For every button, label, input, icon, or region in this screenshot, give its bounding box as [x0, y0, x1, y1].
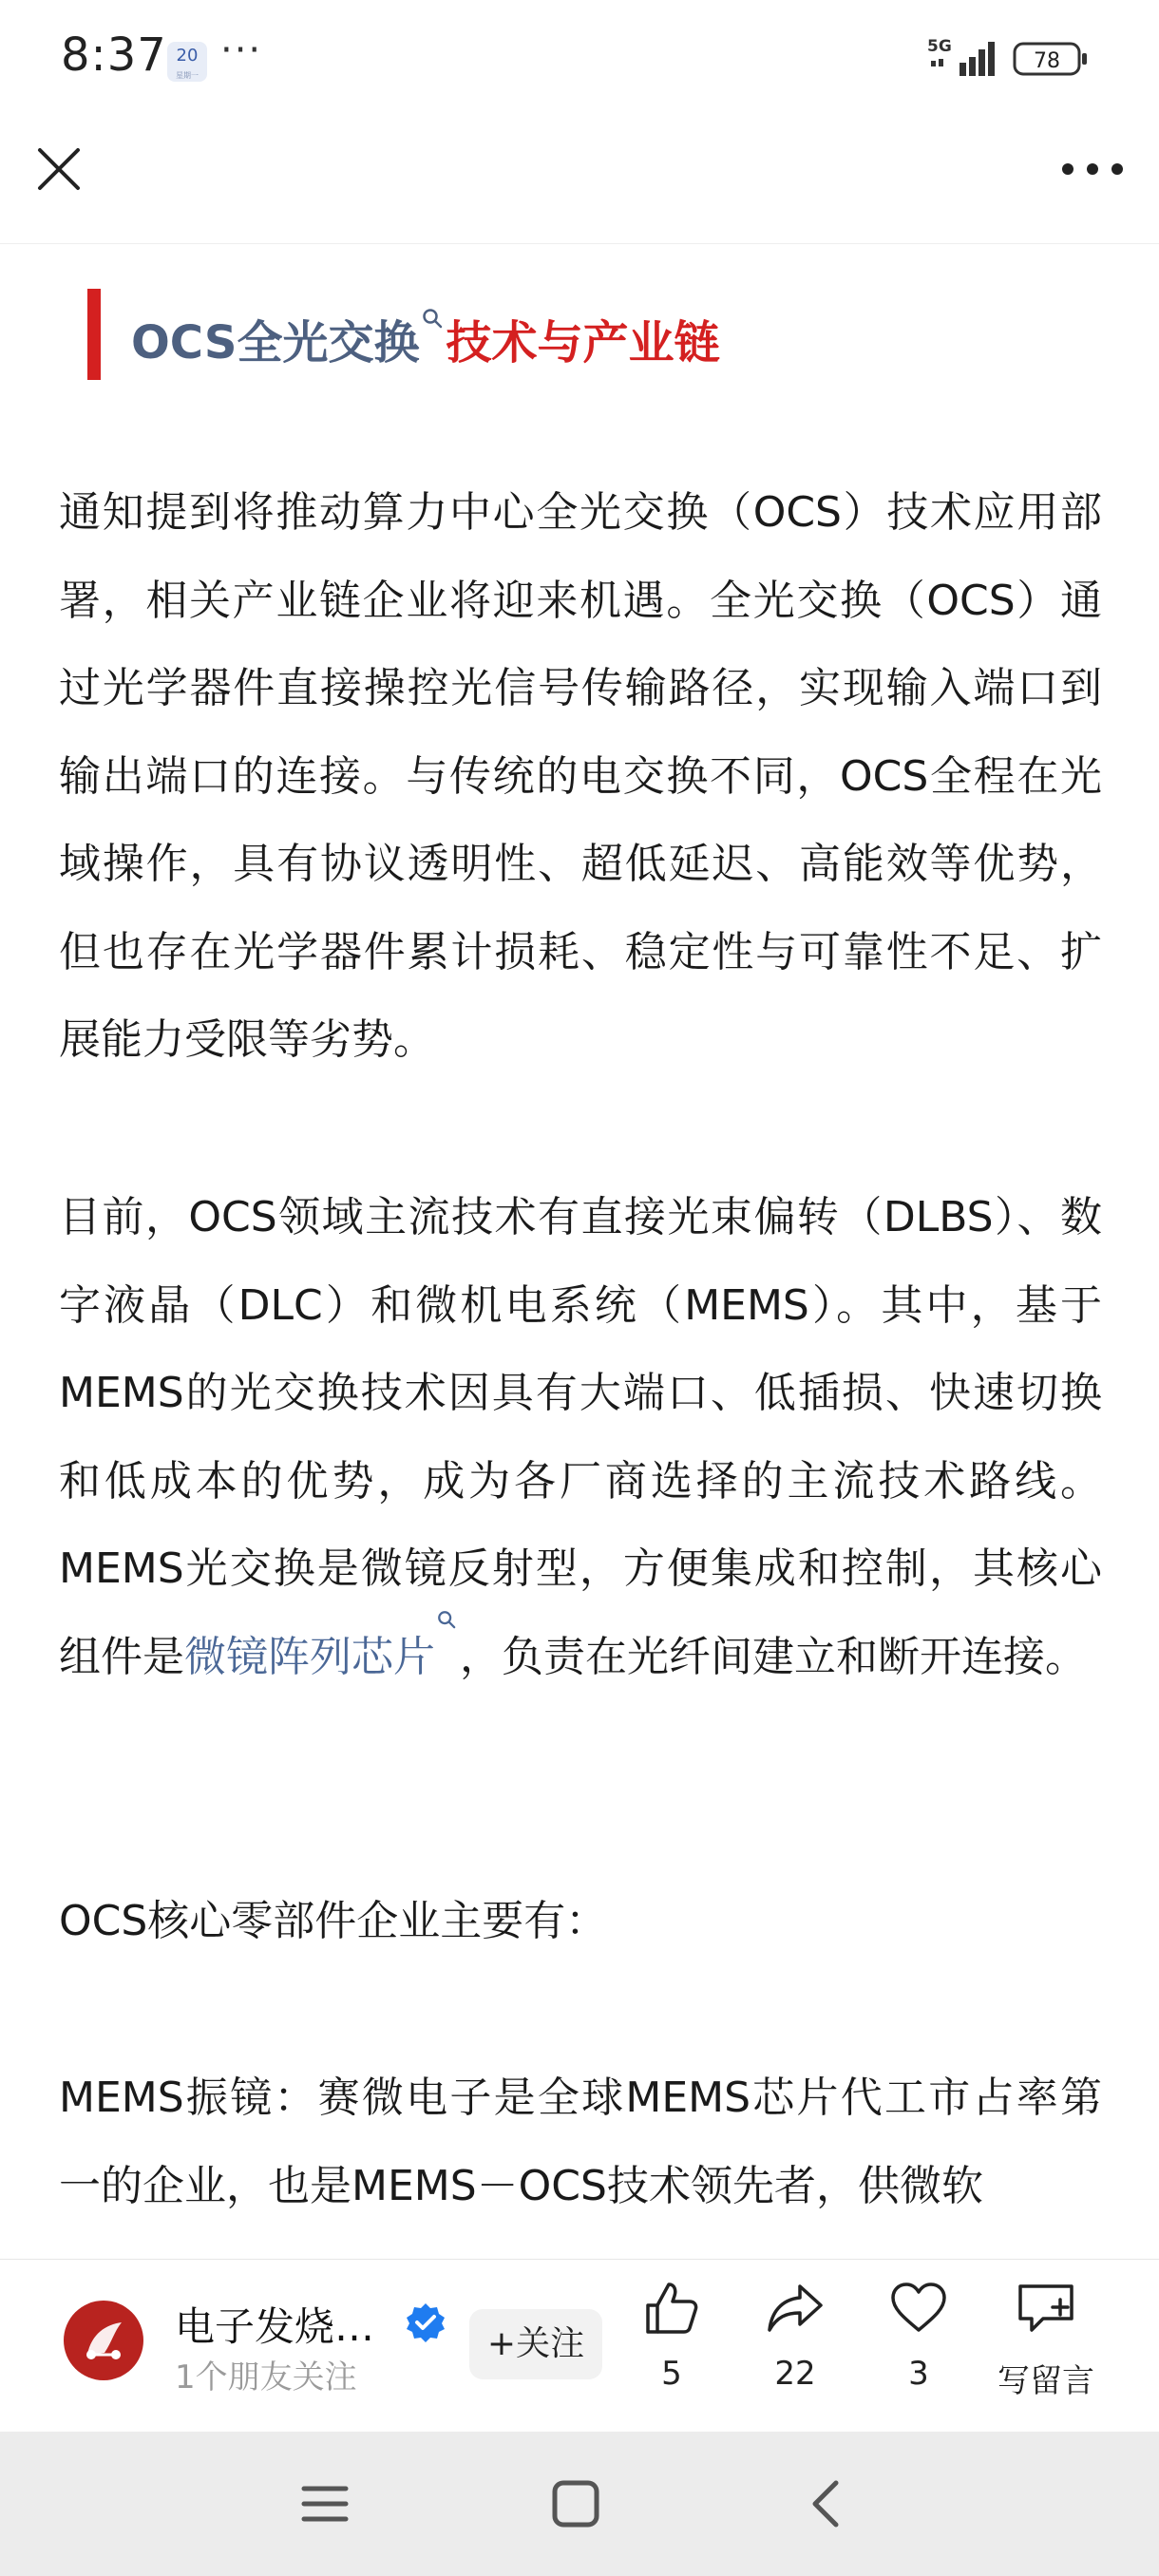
home-icon[interactable]	[547, 2475, 604, 2532]
bottom-action-bar	[0, 2259, 1159, 2433]
article-paragraph-1: 通知提到将推动算力中心全光交换（OCS）技术应用部署，相关产业链企业将迎来机遇。全光交换（OCS）通过光学器件直接操控光信号传输路径，实现输入端口到输出端口的连接。与传统的电交换不同，OCS全程在光域操作，具有协议透明性、超低延迟、高能效等优势，但也存在光学器件累计损耗、稳定性与可靠性不足、扩展能力受限等劣势。	[59, 488, 1102, 1064]
system-nav-bar	[0, 2432, 1159, 2576]
close-icon[interactable]	[32, 142, 86, 196]
battery-level: 78	[1034, 49, 1060, 73]
paragraph-2-text-end: ，负责在光纤间建立和断开连接。	[460, 1632, 1087, 1681]
heading-title	[131, 306, 720, 371]
back-icon[interactable]	[800, 2475, 857, 2532]
share-button[interactable]	[743, 2279, 847, 2393]
notification-more-icon: ···	[220, 28, 263, 72]
friends-following-text: 1个朋友关注	[175, 2358, 357, 2396]
follow-button[interactable]: +关注	[469, 2309, 602, 2379]
heading-accent-bar	[87, 289, 101, 380]
heading-keyword-link[interactable]: OCS全光交换	[131, 316, 420, 369]
menu-icon[interactable]	[296, 2475, 353, 2532]
calendar-day: 20	[176, 46, 199, 66]
status-bar	[0, 0, 1159, 114]
comment-label: 写留言	[998, 2362, 1094, 2400]
favorite-button[interactable]	[866, 2279, 971, 2393]
signal-5g-icon	[927, 36, 999, 80]
calendar-icon	[167, 42, 207, 82]
like-count: 5	[661, 2355, 682, 2393]
comment-plus-icon	[1015, 2279, 1077, 2338]
comment-button[interactable]	[984, 2279, 1108, 2401]
like-button[interactable]	[619, 2279, 724, 2393]
verified-badge-icon	[405, 2301, 446, 2343]
account-name[interactable]: 电子发烧…	[175, 2303, 375, 2350]
paragraph-2-text: 目前，OCS领域主流技术有直接光束偏转（DLBS）、数字液晶（DLC）和微机电系统（MEMS）。其中，基于MEMS的光交换技术因具有大端口、低插损、快速切换和低成本的优势，成为各厂商选择的主流技术路线。MEMS光交换是微镜反射型，方便集成和控制，其核心组件是	[59, 1193, 1102, 1681]
heading-text-rest: 技术与产业链	[446, 316, 720, 369]
article-paragraph-2	[59, 1174, 1102, 1701]
heart-icon	[889, 2279, 948, 2338]
battery-icon	[1013, 42, 1089, 76]
search-icon[interactable]	[422, 308, 443, 329]
calendar-weekday: 星期一	[176, 71, 199, 80]
network-type-label: 5G	[927, 37, 952, 56]
article-paragraph-3: OCS核心零部件企业主要有：	[59, 1897, 608, 1945]
thumbs-up-icon	[642, 2279, 701, 2338]
keyword-link-micromirror[interactable]: 微镜阵列芯片	[184, 1632, 435, 1681]
status-time: 8:37	[61, 28, 167, 82]
favorite-count: 3	[908, 2355, 929, 2393]
top-nav	[0, 114, 1159, 244]
account-avatar[interactable]	[63, 2300, 144, 2381]
search-icon[interactable]	[437, 1610, 456, 1629]
article-paragraph-4: MEMS振镜：赛微电子是全球MEMS芯片代工市占率第一的企业，也是MEMS－OCS技术领先者，供微软	[59, 2074, 1102, 2210]
more-horizontal-icon[interactable]	[1058, 148, 1127, 190]
share-arrow-icon	[766, 2279, 825, 2338]
section-heading	[87, 289, 1094, 380]
share-count: 22	[774, 2355, 816, 2393]
